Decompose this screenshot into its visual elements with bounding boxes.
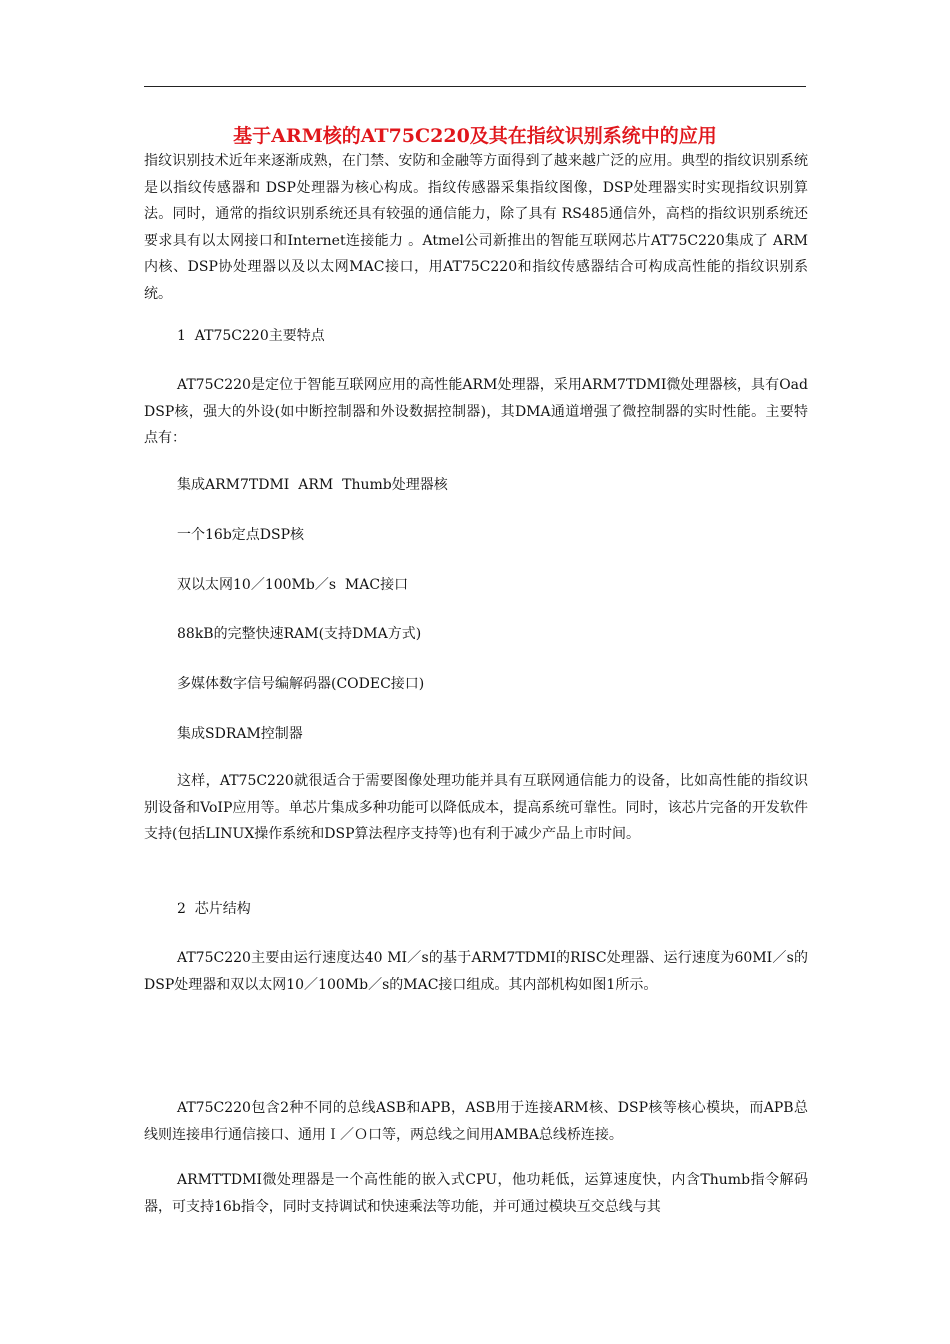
feature-item: 多媒体数字信号编解码器(CODEC接口) — [177, 676, 425, 692]
feature-item: 集成ARM7TDMI ARM Thumb处理器核 — [177, 477, 448, 493]
section-2-heading: 2 芯片结构 — [177, 901, 251, 917]
feature-item: 一个16b定点DSP核 — [177, 527, 305, 543]
feature-item: 88kB的完整快速RAM(支持DMA方式) — [177, 626, 422, 642]
header-rule — [144, 86, 806, 87]
section-1-heading: 1 AT75C220主要特点 — [177, 328, 325, 344]
feature-item: 集成SDRAM控制器 — [177, 726, 303, 742]
feature-item: 双以太网10／100Mb／s MAC接口 — [177, 577, 409, 593]
intro-paragraph: 指纹识别技术近年来逐渐成熟，在门禁、安防和金融等方面得到了越来越广泛的应用。典型的指纹识别系统是以指纹传感器和 DSP处理器为核心构成。指纹传感器采集指纹图像，DSP处理器实时实现指纹识别算法。同时，通常的指纹识别系统还具有较强的通信能力，除了具有 RS485通信外，高档的指纹识别系统还要求具有以太网接口和Internet连接能力 。Atmel公司新推出的智能互联网芯片AT75C220集成了 ARM内核、DSP协处理器以及以太网MAC接口，用AT75C220和指纹传感器结合可构成高性能的指纹识别系统。 — [144, 153, 808, 302]
section-1-summary: 这样，AT75C220就很适合于需要图像处理功能并具有互联网通信能力的设备，比如高性能的指纹识别设备和VoIP应用等。单芯片集成多种功能可以降低成本，提高系统可靠性。同时，该芯片完备的开发软件支持(包括LINUX操作系统和DSP算法程序支持等)也有利于减少产品上市时间。 — [144, 773, 808, 842]
section-2-paragraph-2: AT75C220包含2种不同的总线ASB和APB，ASB用于连接ARM核、DSP核等核心模块，而APB总线则连接串行通信接口、通用Ｉ／Ｏ口等，两总线之间用AMBA总线桥连接。 — [144, 1100, 808, 1143]
section-2-paragraph-1: AT75C220主要由运行速度达40 MI／s的基于ARM7TDMI的RISC处理器、运行速度为60MI／s的DSP处理器和双以太网10／100Mb／s的MAC接口组成。其内部机构如图1所示。 — [144, 950, 808, 993]
document-title: 基于ARM核的AT75C220及其在指纹识别系统中的应用 — [233, 125, 717, 147]
section-1-paragraph: AT75C220是定位于智能互联网应用的高性能ARM处理器，采用ARM7TDMI微处理器核，具有OadDSP核，强大的外设(如中断控制器和外设数据控制器)，其DMA通道增强了微控制器的实时性能。主要特点有： — [144, 377, 808, 446]
section-2-paragraph-3: ARMTTDMI微处理器是一个高性能的嵌入式CPU，他功耗低，运算速度快，内含Thumb指令解码器，可支持16b指令，同时支持调试和快速乘法等功能，并可通过模块互交总线与其 — [144, 1172, 808, 1215]
